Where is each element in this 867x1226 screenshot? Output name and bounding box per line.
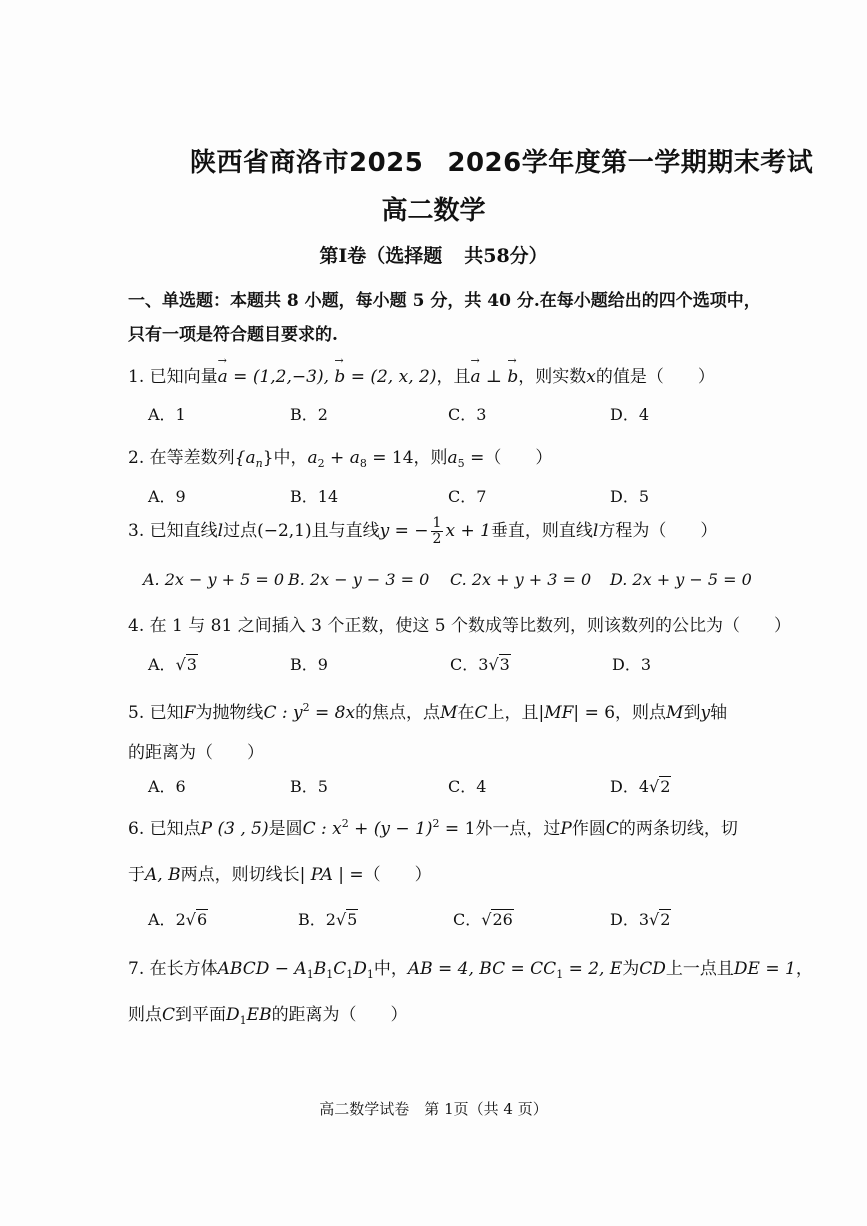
q3-math: y = −	[379, 521, 429, 541]
q6-math: P (3 , 5)	[200, 819, 269, 839]
q5-text: ，则点	[615, 703, 667, 723]
q3-option-b: B. 2x − y − 3 = 0	[288, 570, 430, 589]
q5-text: 轴	[710, 703, 728, 723]
q6-math: = 1	[439, 819, 476, 839]
q7-text: 到平面	[175, 1005, 227, 1025]
q3-option-d: D. 2x + y − 5 = 0	[610, 570, 752, 589]
question-3	[128, 516, 717, 547]
instructions-line1: 一、单选题：本题共 8 小题，每小题 5 分，共 40 分.在每小题给出的四个选项中，	[128, 291, 761, 311]
question-5	[128, 698, 727, 723]
exam-title-part1: 陕西省商洛市2025	[190, 148, 424, 178]
radicand: 26	[492, 910, 513, 929]
q7-subscript: 1	[239, 1014, 247, 1027]
q6-math: | PA |	[299, 865, 344, 885]
q6-text: 已知点	[149, 819, 201, 839]
q7-math: B	[313, 959, 327, 979]
q3-option-c: C. 2x + y + 3 = 0	[450, 570, 592, 589]
q6-text: =（ ）	[344, 865, 432, 885]
q6-text: 两点，则切线长	[180, 865, 300, 885]
q6-math: P	[560, 819, 572, 839]
q2-option-a: A．9	[148, 487, 186, 506]
q6-option-b	[298, 907, 358, 930]
question-1	[128, 362, 715, 387]
question-number: 3.	[128, 521, 145, 541]
q6-option-d	[610, 907, 671, 930]
question-number: 4.	[128, 616, 145, 636]
question-2	[128, 443, 552, 470]
q6-text: 于	[128, 865, 145, 885]
q7-math: CD	[639, 959, 666, 979]
q7-subscript: 1	[366, 968, 374, 981]
q1-text: 已知向量	[149, 367, 218, 387]
question-number: 1.	[128, 367, 145, 387]
q5-math: M	[440, 703, 458, 723]
q3-math: l	[217, 521, 224, 541]
q3-option-a: A. 2x − y + 5 = 0	[143, 570, 285, 589]
q7-subscript: 1	[326, 968, 334, 981]
q2-option-d: D．5	[610, 487, 650, 506]
q5-text: 为抛物线	[195, 703, 264, 723]
q2-subscript: 2	[317, 457, 325, 470]
q2-text: =（ ）	[464, 448, 553, 468]
question-5-line2: 的距离为（ ）	[128, 743, 264, 763]
vector-a: → a	[470, 367, 480, 387]
section-label: 第Ⅰ卷（选择题	[319, 245, 443, 267]
q6-superscript: 2	[432, 817, 440, 830]
q5-superscript: 2	[302, 701, 310, 714]
q7-math: D	[226, 1005, 240, 1025]
q7-math: D	[353, 959, 367, 979]
q2-option-b: B．14	[290, 487, 339, 506]
q4-option-d: D．3	[612, 655, 652, 674]
q5-option-d	[610, 774, 671, 797]
q7-math: DE = 1	[733, 959, 796, 979]
q1-option-b: B．2	[290, 405, 328, 424]
q3-math: (−2,1)	[257, 521, 312, 541]
q7-math: ABCD − A	[217, 959, 307, 979]
question-number: 6.	[128, 819, 145, 839]
q2-option-c: C．7	[448, 487, 487, 506]
q5-text: 在	[457, 703, 475, 723]
q6-option-c	[453, 907, 514, 930]
q2-text: ，则	[413, 448, 448, 468]
q6-math: C : x	[302, 819, 342, 839]
q4-option-b: B．9	[290, 655, 328, 674]
question-7-line2	[128, 1000, 408, 1027]
exam-title-part2: 2026学年度第一学期期末考试	[447, 148, 814, 178]
q6-math: + (y − 1)	[348, 819, 433, 839]
radicand: 3	[186, 655, 197, 674]
coefficient: 3	[638, 910, 650, 929]
option-label: B．	[298, 910, 326, 929]
option-label: C．	[450, 655, 479, 674]
q1-math: = (1,2,−3),	[227, 367, 335, 387]
q5-option-b: B．5	[290, 777, 328, 796]
fraction-denominator: 2	[432, 531, 442, 547]
vector-b: → b	[334, 367, 345, 387]
q1-option-d: D．4	[610, 405, 650, 424]
radicand: 6	[196, 910, 208, 929]
coefficient: 2	[325, 910, 336, 929]
q2-subscript: 8	[359, 457, 367, 470]
q7-text: 为	[622, 959, 640, 979]
section-points: 共58分）	[464, 245, 548, 267]
q3-text: 垂直，则直线	[490, 521, 593, 541]
coefficient: 3	[478, 655, 489, 674]
q7-math: AB = 4, BC = CC	[407, 959, 557, 979]
perp-symbol: ⊥	[480, 367, 508, 387]
q1-math: x	[586, 367, 596, 387]
q5-math: M	[666, 703, 684, 723]
sqrt-expression: √5	[335, 910, 358, 929]
q2-math: a	[447, 448, 458, 468]
q4-option-c	[450, 652, 511, 675]
q3-math: l	[592, 521, 599, 541]
q5-math: C	[474, 703, 488, 723]
vector-b: → b	[507, 367, 518, 387]
q4-option-a	[148, 652, 198, 675]
sqrt-expression: √6	[185, 910, 208, 929]
question-number: 5.	[128, 703, 145, 723]
radicand: 2	[660, 910, 671, 929]
subject-title: 高二数学	[381, 196, 486, 226]
q3-math: x + 1	[445, 521, 491, 541]
coefficient: 4	[638, 777, 650, 796]
option-label: C．	[453, 910, 482, 929]
q5-text: 的焦点，点	[355, 703, 441, 723]
exam-title	[190, 142, 813, 179]
q2-math: a	[307, 448, 318, 468]
radicand: 2	[660, 777, 671, 796]
q6-text: 外一点，过	[475, 819, 561, 839]
q7-math: EB	[246, 1005, 272, 1025]
instructions-line2: 只有一项是符合题目要求的.	[128, 325, 338, 345]
q6-math: C	[605, 819, 619, 839]
sqrt-expression: √3	[175, 655, 197, 674]
sqrt-expression: √2	[649, 910, 671, 929]
q7-text: 上一点且	[665, 959, 734, 979]
q2-text: 中，	[273, 448, 308, 468]
question-6	[128, 814, 738, 839]
q7-subscript: 1	[346, 968, 354, 981]
section-title	[0, 241, 867, 268]
q5-math: = 6	[579, 703, 616, 723]
q6-text: 的两条切线，切	[618, 819, 738, 839]
question-6-line2	[128, 860, 432, 885]
q5-text: 已知	[149, 703, 184, 723]
q7-text: ，	[795, 959, 813, 979]
fraction	[431, 516, 444, 547]
q1-text: ，且	[436, 367, 471, 387]
option-label: A．	[148, 655, 176, 674]
q7-text: 则点	[128, 1005, 162, 1025]
q5-text: 到	[683, 703, 701, 723]
q2-math: + a	[324, 448, 360, 468]
option-label: D．	[610, 777, 639, 796]
q5-math: C : y	[263, 703, 303, 723]
radicand: 3	[499, 655, 510, 674]
q5-text: 上，且	[487, 703, 539, 723]
page-footer: 高二数学试卷 第 1页（共 4 页）	[319, 1100, 548, 1118]
q1-option-a: A．1	[148, 405, 186, 424]
question-number: 2.	[128, 448, 145, 468]
q1-option-c: C．3	[448, 405, 487, 424]
q2-subscript: n	[255, 457, 263, 470]
q2-text: 在等差数列	[149, 448, 235, 468]
q5-math: F	[183, 703, 196, 723]
radicand: 5	[347, 910, 358, 929]
fraction-numerator: 1	[432, 515, 442, 531]
q3-text: 且与直线	[311, 521, 380, 541]
q7-subscript: 1	[306, 968, 314, 981]
q5-math: = 8x	[309, 703, 356, 723]
q7-text: 的距离为（ ）	[271, 1005, 408, 1025]
q1-math: = (2, x, 2)	[345, 367, 437, 387]
sqrt-expression: √26	[481, 910, 513, 929]
q3-text: 过点	[223, 521, 258, 541]
q2-subscript: 5	[457, 457, 465, 470]
q6-text: 是圆	[268, 819, 303, 839]
question-4	[128, 611, 791, 636]
coefficient: 2	[175, 910, 186, 929]
q7-math: C	[333, 959, 347, 979]
option-label: D．	[610, 910, 639, 929]
q4-text: 在 1 与 81 之间插入 3 个正数，使这 5 个数成等比数列，则该数列的公比为（ ）	[149, 616, 791, 636]
q7-text: 在长方体	[149, 959, 218, 979]
q5-option-c: C．4	[448, 777, 487, 796]
question-number: 7.	[128, 959, 145, 979]
option-label: A．	[148, 910, 176, 929]
q6-text: 作圆	[571, 819, 606, 839]
q2-math: {a	[234, 448, 256, 468]
q7-text: 中，	[373, 959, 408, 979]
q5-option-a: A．6	[148, 777, 186, 796]
q3-text: 方程为（ ）	[598, 521, 718, 541]
q6-math: A, B	[145, 865, 181, 885]
q1-text: 的值是（ ）	[595, 367, 715, 387]
q3-text: 已知直线	[149, 521, 218, 541]
vector-a: → a	[218, 367, 228, 387]
q2-math: = 14	[366, 448, 414, 468]
sqrt-expression: √2	[649, 777, 671, 796]
q1-text: ，则实数	[518, 367, 587, 387]
q5-math: y	[700, 703, 711, 723]
q7-subscript: 1	[556, 968, 564, 981]
q6-option-a	[148, 907, 208, 930]
q7-math: C	[162, 1005, 176, 1025]
sqrt-expression: √3	[488, 655, 510, 674]
question-7	[128, 954, 813, 981]
q5-math: |MF|	[538, 703, 580, 723]
q6-superscript: 2	[341, 817, 349, 830]
q2-math: }	[262, 448, 274, 468]
q7-math: = 2, E	[563, 959, 623, 979]
